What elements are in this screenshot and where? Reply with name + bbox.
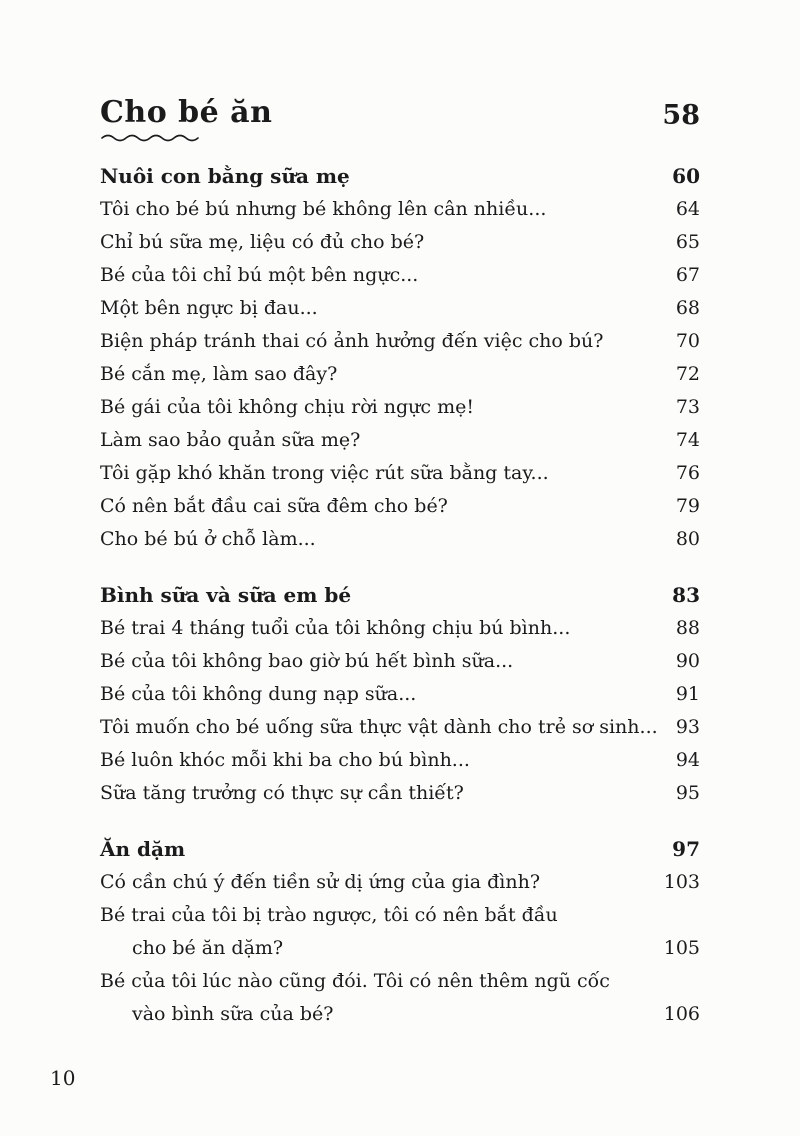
toc-section: [100, 160, 700, 556]
toc-section: [100, 833, 700, 1031]
toc-entry-page: 88: [675, 617, 700, 639]
toc-entry-page: 68: [675, 297, 700, 319]
toc-entry-label-line2: vào bình sữa của bé?: [132, 1003, 334, 1025]
toc-entry-page: 105: [663, 937, 700, 959]
toc-entry-label: Bé gái của tôi không chịu rời ngực mẹ!: [100, 396, 474, 418]
toc-entry-label: Bé của tôi không bao giờ bú hết bình sữa...: [100, 650, 514, 672]
toc-section: [100, 579, 700, 810]
toc-entry: [100, 193, 700, 226]
toc-entry: [100, 259, 700, 292]
toc-entry-label: Sữa tăng trưởng có thực sự cần thiết?: [100, 782, 464, 804]
toc-entry-page: 74: [675, 429, 700, 451]
toc-entry: [100, 965, 700, 1031]
toc-entry-label-wrap: [100, 965, 664, 1031]
section-heading-label: Ăn dặm: [100, 837, 186, 861]
toc-entry-page: 90: [675, 650, 700, 672]
toc-entry: [100, 325, 700, 358]
toc-entry-label: Bé của tôi lúc nào cũng đói. Tôi có nên thêm ngũ cốc: [100, 970, 610, 992]
toc-entry-page: 73: [675, 396, 700, 418]
toc-entry-label: Có cần chú ý đến tiền sử dị ứng của gia đình?: [100, 871, 541, 893]
toc-entry-page: 67: [675, 264, 700, 286]
toc-entry-label: Làm sao bảo quản sữa mẹ?: [100, 429, 361, 451]
toc-entry: [100, 744, 700, 777]
toc-entry: [100, 226, 700, 259]
toc-entry-page: 79: [675, 495, 700, 517]
toc-entry-label: Một bên ngực bị đau...: [100, 297, 318, 319]
toc-entry-label: Cho bé bú ở chỗ làm...: [100, 528, 316, 550]
toc-entry: [100, 391, 700, 424]
toc-header: [100, 96, 700, 142]
toc-entry: [100, 645, 700, 678]
toc-entry-label: Tôi muốn cho bé uống sữa thực vật dành cho trẻ sơ sinh...: [100, 716, 658, 738]
toc-entry-label: Có nên bắt đầu cai sữa đêm cho bé?: [100, 495, 448, 517]
toc-entry-page: 72: [675, 363, 700, 385]
toc-entry-page: 76: [675, 462, 700, 484]
toc-entry: [100, 292, 700, 325]
toc-entry: [100, 457, 700, 490]
toc-entry: [100, 358, 700, 391]
toc-entry-page: 65: [675, 231, 700, 253]
toc-entry-page: 80: [675, 528, 700, 550]
toc-entry: [100, 490, 700, 523]
toc-entry-label: Biện pháp tránh thai có ảnh hưởng đến việc cho bú?: [100, 330, 604, 352]
section-heading-page: 97: [672, 837, 700, 861]
page-title: Cho bé ăn: [100, 95, 273, 130]
wavy-underline-icon: [100, 132, 200, 142]
toc-entry: [100, 866, 700, 899]
section-heading-label: Nuôi con bằng sữa mẹ: [100, 164, 350, 188]
title-block: [100, 96, 272, 142]
toc-entry-label-line2: cho bé ăn dặm?: [132, 937, 284, 959]
toc-entry: [100, 523, 700, 556]
toc-entry-page: 91: [675, 683, 700, 705]
toc-entry-label-wrap: [100, 899, 664, 965]
toc-entry-page: 94: [675, 749, 700, 771]
toc-entry-page: 95: [675, 782, 700, 804]
toc-entry-page: 64: [675, 198, 700, 220]
toc-section-heading: [100, 833, 700, 866]
toc-entry-label: Bé trai 4 tháng tuổi của tôi không chịu bú bình...: [100, 617, 571, 639]
toc-entry-label: Tôi gặp khó khăn trong việc rút sữa bằng tay...: [100, 462, 549, 484]
toc-section-heading: [100, 579, 700, 612]
toc-entry-page: 106: [663, 1003, 700, 1025]
toc-entry: [100, 777, 700, 810]
toc-entry-label: Bé của tôi chỉ bú một bên ngực...: [100, 264, 419, 286]
toc-entry-label: Tôi cho bé bú nhưng bé không lên cân nhiều...: [100, 198, 547, 220]
toc-entry: [100, 678, 700, 711]
toc-entry-label: Bé trai của tôi bị trào ngược, tôi có nên bắt đầu: [100, 904, 558, 926]
toc-entry-label: Chỉ bú sữa mẹ, liệu có đủ cho bé?: [100, 231, 425, 253]
section-heading-page: 60: [672, 164, 700, 188]
toc-entry-label: Bé luôn khóc mỗi khi ba cho bú bình...: [100, 749, 470, 771]
toc-entry-page: 93: [675, 716, 700, 738]
folio-page-number: 10: [50, 1066, 76, 1090]
toc-section-heading: [100, 160, 700, 193]
toc-entry-page: 70: [675, 330, 700, 352]
toc-entry-label: Bé của tôi không dung nạp sữa...: [100, 683, 417, 705]
toc-entry: [100, 424, 700, 457]
toc-entry: [100, 612, 700, 645]
chapter-start-page: 58: [662, 100, 700, 131]
toc-entry-page: 103: [663, 871, 700, 893]
section-heading-label: Bình sữa và sữa em bé: [100, 583, 352, 607]
toc-entry-label: Bé cắn mẹ, làm sao đây?: [100, 363, 338, 385]
toc-entry: [100, 899, 700, 965]
section-heading-page: 83: [672, 583, 700, 607]
toc-entry: [100, 711, 700, 744]
